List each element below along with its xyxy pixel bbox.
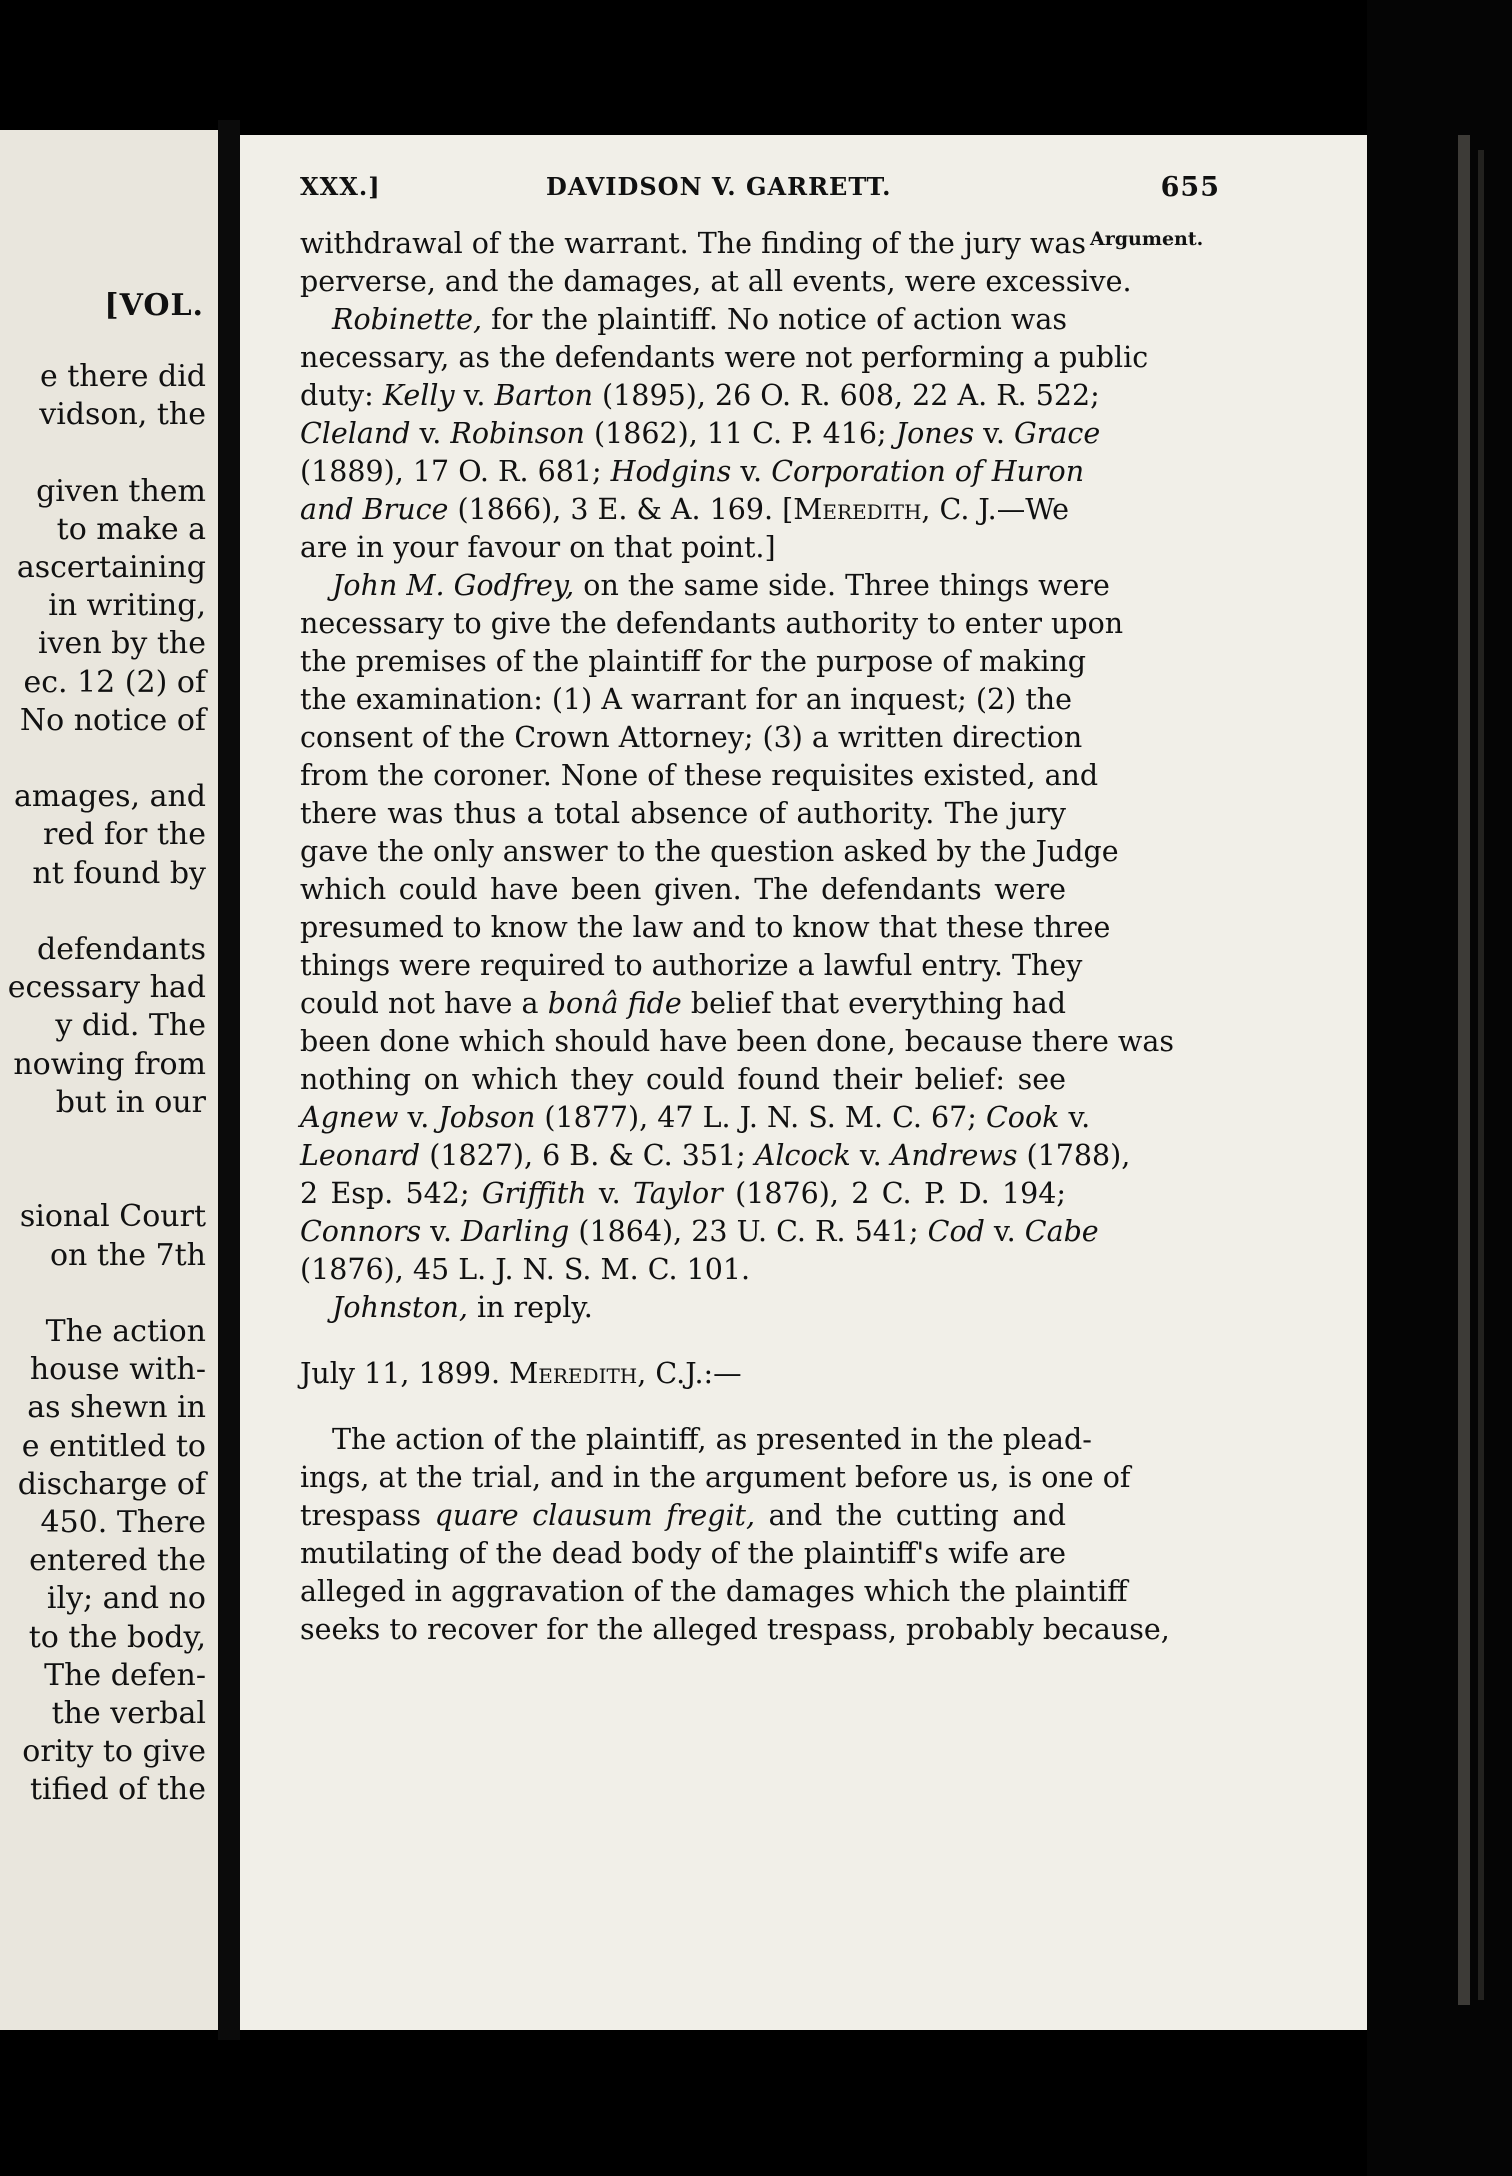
judgment-date: July 11, 1899. [300,1357,510,1390]
text-line: Connors v. Darling (1864), 23 U. C. R. 541; Cod v. Cabe [300,1215,1099,1248]
text-line: necessary to give the defendants authority to enter upon [300,607,1124,640]
text-line: nothing on which they could found their belief: see [300,1063,1066,1096]
text-line: duty: Kelly v. Barton (1895), 26 O. R. 608, 22 A. R. 522; [300,379,1100,412]
previous-page-line: ority to give [22,1734,206,1770]
text-line: presumed to know the law and to know that these three [300,911,1111,944]
previous-page-line: 450. There [40,1505,206,1540]
previous-page-line: red for the [42,817,206,853]
page-edge-strip [1458,135,1470,2005]
text-line: seeks to recover for the alleged trespass, probably because, [300,1613,1170,1646]
text-line: trespass quare clausum fregit, and the cutting and [300,1499,1066,1532]
previous-page-line: ascertaining [16,550,206,585]
volume-number: XXX.] [300,172,381,201]
previous-page-line: house with- [29,1352,206,1388]
text-line: Cleland v. Robinson (1862), 11 C. P. 416; Jones v. Grace [300,417,1101,450]
previous-page-line: defendants [37,932,206,967]
text-line: withdrawal of the warrant. The finding of the jury was [300,227,1086,260]
previous-page-line: y did. The [55,1008,206,1044]
previous-page-line: ec. 12 (2) of [23,664,206,700]
text-line: and Bruce (1866), 3 E. & A. 169. [Meredith, C. J.—We [300,493,1070,526]
previous-page-line: The defen- [44,1657,206,1693]
previous-page-line: to make a [56,511,206,547]
previous-page-volume-header: [VOL. [104,288,204,323]
previous-page-line: discharge of [17,1466,206,1502]
previous-page-line: amages, and [13,779,206,815]
text-line: Johnston, in reply. [332,1291,593,1324]
previous-page-line: in writing, [48,588,206,624]
text-line: 2 Esp. 542; Griffith v. Taylor (1876), 2 C. P. D. 194; [300,1177,1066,1210]
judge-name: Meredith [509,1357,638,1390]
text-line: Leonard (1827), 6 B. & C. 351; Alcock v. Andrews (1788), [300,1139,1131,1172]
text-line: been done which should have been done, because there was [300,1025,1174,1058]
previous-page-line: as shewn in [27,1390,206,1426]
text-line: John M. Godfrey, on the same side. Three things were [332,569,1110,602]
case-title: DAVIDSON V. GARRETT. [546,172,892,201]
counsel-name: Robinette, [332,303,483,336]
text-line: alleged in aggravation of the damages which the plaintiff [300,1575,1128,1608]
previous-page-line: sional Court [19,1199,206,1235]
text-line: the examination: (1) A warrant for an inquest; (2) the [300,683,1073,716]
text-line: consent of the Crown Attorney; (3) a written direction [300,721,1083,754]
previous-page-line: but in our [55,1084,206,1120]
text-line: from the coroner. None of these requisites existed, and [300,759,1099,792]
text-line: the premises of the plaintiff for the purpose of making [300,645,1087,678]
previous-page-line: iven by the [38,626,206,662]
previous-page-line: entered the [29,1543,206,1579]
previous-page-line: vidson, the [39,397,206,433]
text-line: ings, at the trial, and in the argument before us, is one of [300,1461,1131,1494]
text-line: The action of the plaintiff, as presented in the plead- [332,1423,1092,1456]
previous-page-line: nowing from [13,1046,206,1082]
previous-page-line: nt found by [32,855,206,891]
previous-page-line: on the 7th [49,1237,206,1273]
previous-page-line: ily; and no [46,1581,206,1617]
text-line: necessary, as the defendants were not performing a public [300,341,1149,374]
text-line: could not have a bonâ fide belief that everything had [300,987,1067,1020]
text-line: gave the only answer to the question asked by the Judge [300,835,1119,868]
previous-page-line: ecessary had [7,970,206,1006]
previous-page-line: tified of the [30,1772,206,1808]
page-edge-strip-inner [1478,150,1484,2000]
page-edge-shadow [1367,0,1512,2176]
text-line: are in your favour on that point.] [300,531,776,564]
page-number: 655 [1160,172,1220,203]
margin-note-argument: Argument. [1090,228,1204,250]
text-line: (1876), 45 L. J. N. S. M. C. 101. [300,1253,751,1286]
book-gutter [218,120,240,2040]
text-line: Robinette, for the plaintiff. No notice of action was [332,303,1067,336]
text-line: there was thus a total absence of authority. The jury [300,797,1066,830]
text-line: Agnew v. Jobson (1877), 47 L. J. N. S. M. C. 67; Cook v. [300,1101,1091,1134]
counsel-name: Johnston, [332,1291,468,1324]
previous-page-line: No notice of [19,702,206,738]
text-line: perverse, and the damages, at all events, were excessive. [300,265,1132,298]
previous-page-line: given them [36,473,206,509]
text-line: which could have been given. The defendants were [300,873,1066,906]
text-line: mutilating of the dead body of the plaintiff's wife are [300,1537,1066,1570]
main-text [300,225,1174,1649]
previous-page-line: to the body, [28,1619,206,1655]
previous-page-fragment [0,130,218,2030]
previous-page-line: e entitled to [21,1428,206,1464]
counsel-name: John M. Godfrey, [332,569,575,602]
previous-page-line: e there did [39,359,206,394]
judgment-heading: July 11, 1899. Meredith, C.J.:— [300,1357,742,1390]
text-line: things were required to authorize a lawful entry. They [300,949,1083,982]
previous-page-line: the verbal [51,1696,206,1731]
running-head [300,172,1220,212]
text-line: (1889), 17 O. R. 681; Hodgins v. Corporation of Huron [300,455,1085,488]
previous-page-line: The action [45,1314,206,1349]
